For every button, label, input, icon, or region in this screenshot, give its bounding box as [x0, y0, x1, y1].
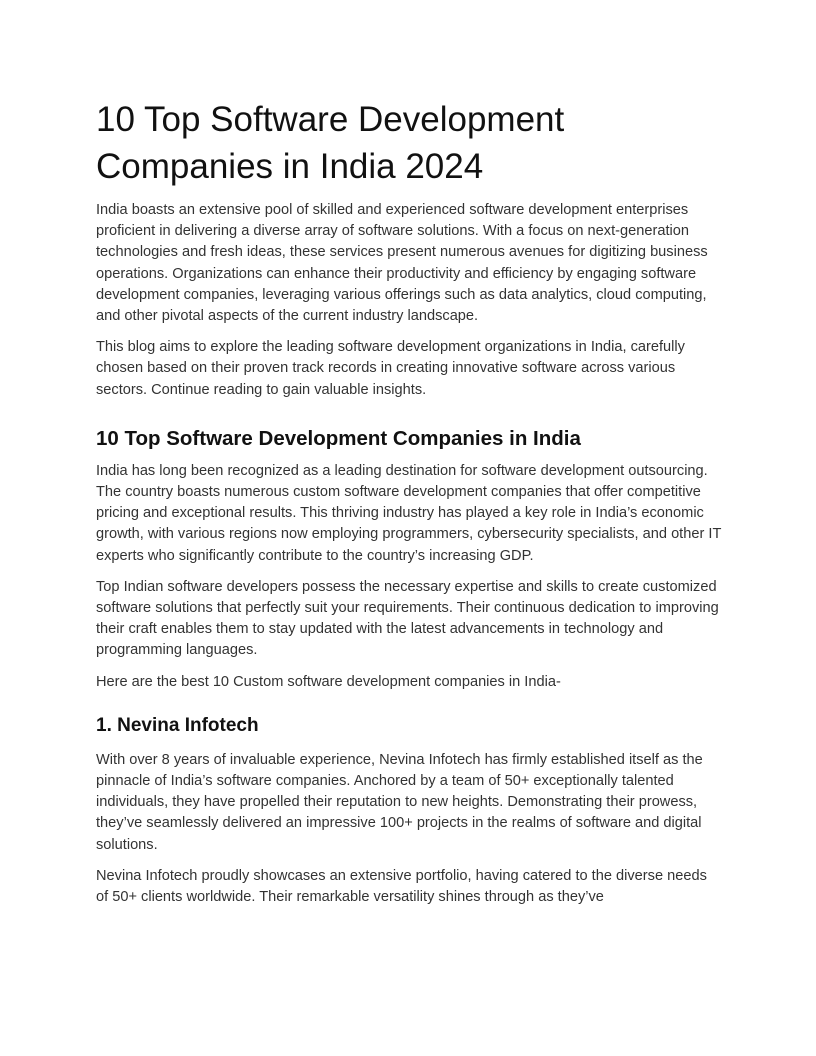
intro-paragraph-2: This blog aims to explore the leading software development organizations in India, carefully chosen based on their proven track records in creating innovative software across various sectors. Continue reading to gain valuable insights. [96, 339, 685, 398]
section-paragraph-2: Top Indian software developers possess the necessary expertise and skills to create customized software solutions that perfectly suit your requirements. Their continuous dedication to improving their craft enables them to stay updated with the latest advancements in technology and programming languages. [96, 578, 719, 659]
company-heading: 1. Nevina Infotech [96, 714, 259, 736]
company-paragraph-1: With over 8 years of invaluable experience, Nevina Infotech has firmly established itself as the pinnacle of India’s software companies. Anchored by a team of 50+ exceptionally talented individuals, they have propelled their reputation to new heights. Demonstrating their prowess, they’ve seamlessly delivered an impressive 100+ projects in the realms of software and digital solutions. [96, 751, 703, 853]
document-page [96, 96, 722, 918]
section-paragraph-1: India has long been recognized as a leading destination for software development outsourcing. The country boasts numerous custom software development companies that offer competitive pricing and exceptional results. This thriving industry has played a key role in India’s economic growth, with various regions now employing programmers, cybersecurity specialists, and other IT experts who significantly contribute to the country’s increasing GDP. [96, 462, 722, 564]
section-heading: 10 Top Software Development Companies in India [96, 426, 581, 450]
page-title: 10 Top Software Development Companies in India 2024 [96, 100, 565, 186]
company-paragraph-2: Nevina Infotech proudly showcases an extensive portfolio, having catered to the diverse needs of 50+ clients worldwide. Their remarkable versatility shines through as they’ve [96, 867, 707, 906]
section-paragraph-3: Here are the best 10 Custom software development companies in India- [96, 673, 561, 690]
intro-paragraph-1: India boasts an extensive pool of skilled and experienced software development enterprises proficient in delivering a diverse array of software solutions. With a focus on next-generation technologies and fresh ideas, these services present numerous avenues for digitizing business operations. Organizations can enhance their productivity and efficiency by engaging software development companies, leveraging various offerings such as data analytics, cloud computing, and other pivotal aspects of the current industry landscape. [96, 202, 708, 325]
